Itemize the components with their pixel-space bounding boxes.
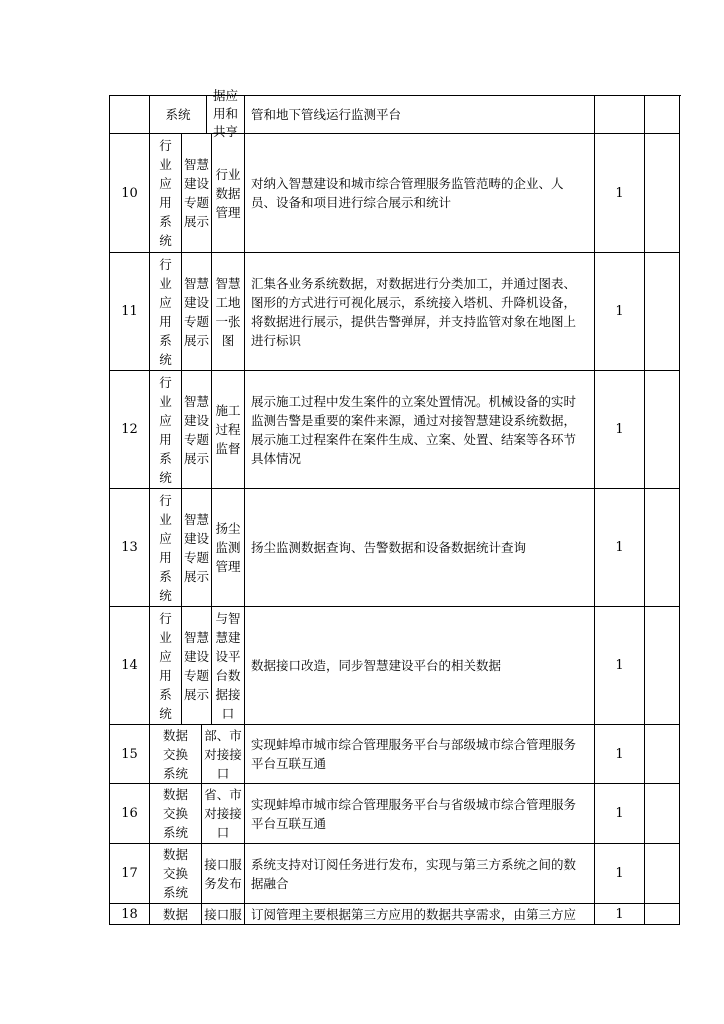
item-cell: 扬尘监测管理: [211, 489, 244, 606]
qty-cell: 1: [594, 844, 644, 903]
item-cell: 部、市对接接口: [201, 725, 244, 783]
table-row: [109, 371, 680, 489]
no-cell: 11: [109, 253, 149, 370]
qty-cell: 1: [594, 253, 644, 370]
no-cell: 14: [109, 607, 149, 724]
qty-cell: 1: [594, 489, 644, 606]
category-cell: 数据交换系统: [149, 784, 201, 843]
table-row: [109, 607, 680, 725]
no-cell: [109, 95, 149, 133]
module-cell: 智慧建设专题展示: [181, 607, 211, 724]
desc-cell: 管和地下管线运行监测平台: [244, 95, 594, 133]
table-row: [109, 784, 680, 844]
remark-cell: [644, 725, 680, 783]
category-cell: 行业应用系统: [149, 134, 181, 252]
qty-cell: 1: [594, 607, 644, 724]
desc-cell: 数据接口改造，同步智慧建设平台的相关数据: [244, 607, 594, 724]
no-cell: 17: [109, 844, 149, 903]
no-cell: 10: [109, 134, 149, 252]
table-row: [109, 88, 680, 139]
item-cell: 与智慧建设平台数据接口: [211, 607, 244, 724]
remark-cell: [644, 844, 680, 903]
table-row: [109, 253, 680, 371]
module-cell: 智慧建设专题展示: [181, 253, 211, 370]
no-cell: 13: [109, 489, 149, 606]
table-row: [109, 134, 680, 253]
desc-cell: 系统支持对订阅任务进行发布，实现与第三方系统之间的数据融合: [244, 844, 594, 903]
item-cell: 施工过程监督: [211, 371, 244, 488]
category-cell: 行业应用系统: [149, 607, 181, 724]
remark-cell: [644, 253, 680, 370]
qty-cell: 1: [594, 725, 644, 783]
category-cell: 数据交换系统: [149, 844, 201, 903]
qty-cell: 1: [594, 784, 644, 843]
category-cell: 行业应用系统: [149, 489, 181, 606]
no-cell: 16: [109, 784, 149, 843]
desc-cell: 订阅管理主要根据第三方应用的数据共享需求，由第三方应: [244, 904, 594, 924]
remark-cell: [644, 371, 680, 488]
qty-cell: [594, 95, 644, 133]
category-cell: 数据交换系统: [149, 725, 201, 783]
item-cell: 接口服: [201, 904, 244, 924]
qty-cell: 1: [594, 371, 644, 488]
no-cell: 18: [109, 904, 149, 924]
qty-cell: 1: [594, 134, 644, 252]
table-row: [109, 904, 680, 925]
no-cell: 15: [109, 725, 149, 783]
module-cell: 据应用和共享: [206, 95, 244, 133]
remark-cell: [644, 134, 680, 252]
module-cell: 智慧建设专题展示: [181, 371, 211, 488]
desc-cell: 对纳入智慧建设和城市综合管理服务监管范畴的企业、人员、设备和项目进行综合展示和统计: [244, 134, 594, 252]
desc-cell: 汇集各业务系统数据，对数据进行分类加工，并通过图表、图形的方式进行可视化展示，系统接入塔机、升降机设备，将数据进行展示，提供告警弹屏，并支持监管对象在地图上进行标识: [244, 253, 594, 370]
item-cell: 省、市对接接口: [201, 784, 244, 843]
table-row: [109, 489, 680, 607]
desc-cell: 展示施工过程中发生案件的立案处置情况。机械设备的实时监测告警是重要的案件来源，通过对接智慧建设系统数据，展示施工过程案件在案件生成、立案、处置、结案等各环节具体情况: [244, 371, 594, 488]
category-cell: 行业应用系统: [149, 371, 181, 488]
remark-cell: [644, 904, 680, 924]
no-cell: 12: [109, 371, 149, 488]
remark-cell: [644, 489, 680, 606]
remark-cell: [644, 95, 680, 133]
item-cell: 行业数据管理: [211, 134, 244, 252]
desc-cell: 实现蚌埠市城市综合管理服务平台与省级城市综合管理服务平台互联互通: [244, 784, 594, 843]
item-cell: 接口服务发布: [201, 844, 244, 903]
item-cell: 智慧工地一张图: [211, 253, 244, 370]
qty-cell: 1: [594, 904, 644, 924]
category-cell: 系统: [149, 95, 206, 133]
category-cell: 数据: [149, 904, 201, 924]
table-row: [109, 844, 680, 904]
module-cell: 智慧建设专题展示: [181, 489, 211, 606]
remark-cell: [644, 607, 680, 724]
category-cell: 行业应用系统: [149, 253, 181, 370]
module-cell: 智慧建设专题展示: [181, 134, 211, 252]
desc-cell: 实现蚌埠市城市综合管理服务平台与部级城市综合管理服务平台互联互通: [244, 725, 594, 783]
table-row: [109, 725, 680, 784]
remark-cell: [644, 784, 680, 843]
desc-cell: 扬尘监测数据查询、告警数据和设备数据统计查询: [244, 489, 594, 606]
